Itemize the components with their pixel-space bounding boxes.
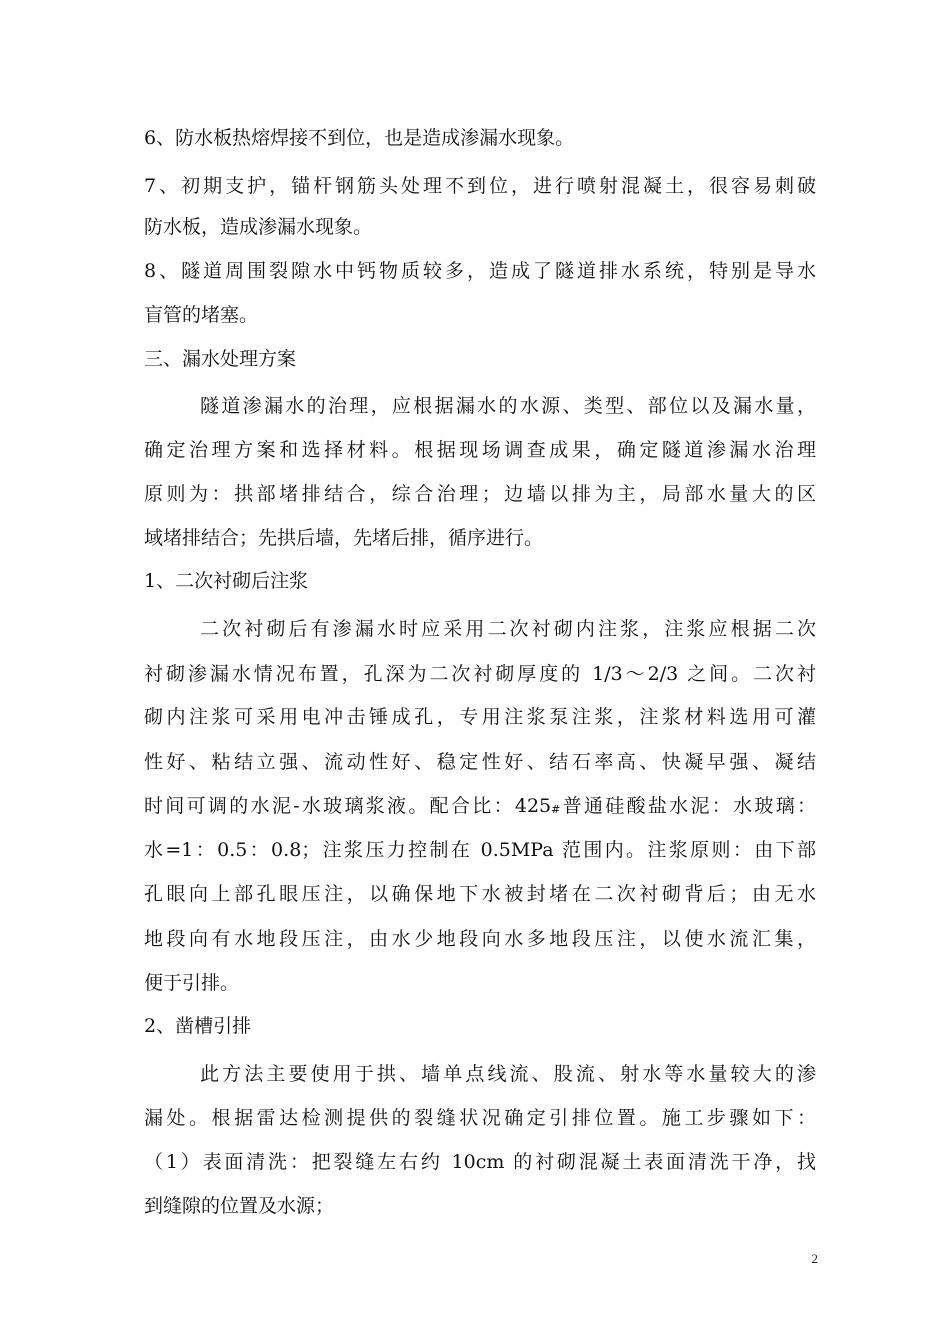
text-line: 隧道渗漏水的治理，应根据漏水的水源、类型、部位以及漏水量， — [200, 395, 816, 417]
text-line: 地段向有水地段压注，由水少地段向水多地段压注，以使水流汇集， — [144, 928, 816, 950]
text-line — [144, 792, 816, 820]
text-line: 域堵排结合；先拱后墙，先堵后排，循序进行。 — [144, 527, 544, 549]
text-line: 原则为：拱部堵排结合，综合治理；边墙以排为主，局部水量大的区 — [144, 483, 816, 505]
text-segment: 时间可调的水泥-水玻璃浆液。配合比：425 — [144, 795, 552, 817]
text-line: 7、初期支护，锚杆钢筋头处理不到位，进行喷射混凝土，很容易刺破 — [144, 175, 816, 197]
text-line: 防水板，造成渗漏水现象。 — [144, 216, 373, 238]
text-line: 二次衬砌后有渗漏水时应采用二次衬砌内注浆，注浆应根据二次 — [200, 618, 816, 640]
text-line: 此方法主要使用于拱、墙单点线流、股流、射水等水量较大的渗 — [200, 1063, 816, 1085]
text-line: 孔眼向上部孔眼压注，以确保地下水被封堵在二次衬砌背后；由无水 — [144, 883, 816, 905]
section-heading: 三、漏水处理方案 — [144, 348, 297, 370]
text-line: 砌内注浆可采用电冲击锤成孔，专用注浆泵注浆，注浆材料选用可灌 — [144, 706, 816, 728]
text-line: 盲管的堵塞。 — [144, 304, 259, 326]
text-line: 便于引排。 — [144, 972, 240, 994]
text-line: 漏处。根据雷达检测提供的裂缝状况确定引排位置。施工步骤如下： — [144, 1107, 816, 1129]
text-line: 性好、粘结立强、流动性好、稳定性好、结石率高、快凝早强、凝结 — [144, 751, 816, 773]
text-line: 衬砌渗漏水情况布置，孔深为二次衬砌厚度的 1/3～2/3 之间。二次衬 — [144, 663, 816, 685]
subsection-heading: 1、二次衬砌后注浆 — [144, 570, 309, 592]
text-line: （1）表面清洗：把裂缝左右约 10cm 的衬砌混凝土表面清洗干净，找 — [144, 1151, 816, 1173]
text-line: 到缝隙的位置及水源； — [144, 1195, 335, 1217]
text-line: 8、隧道周围裂隙水中钙物质较多，造成了隧道排水系统，特别是导水 — [144, 260, 816, 282]
text-line: 6、防水板热熔焊接不到位，也是造成渗漏水现象。 — [144, 127, 575, 149]
text-line: 确定治理方案和选择材料。根据现场调查成果，确定隧道渗漏水治理 — [144, 439, 816, 461]
text-segment: 普通硅酸盐水泥：水玻璃： — [560, 795, 816, 817]
text-line: 水=1：0.5：0.8；注浆压力控制在 0.5MPa 范围内。注浆原则：由下部 — [144, 839, 816, 861]
page-number: 2 — [811, 1251, 818, 1266]
subsection-heading: 2、凿槽引排 — [144, 1015, 252, 1037]
superscript-mark: # — [551, 803, 561, 816]
